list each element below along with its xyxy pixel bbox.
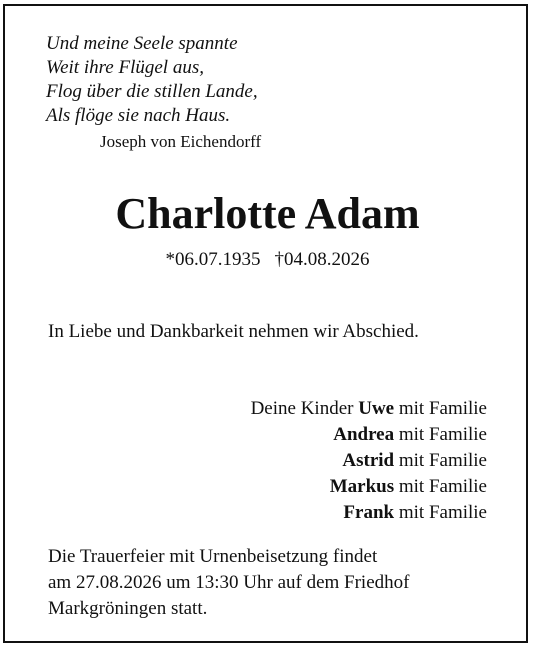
funeral-line: Die Trauerfeier mit Urnenbeisetzung findet [48, 546, 378, 567]
family-suffix: mit Familie [398, 398, 487, 419]
family-line [251, 448, 487, 474]
poem-line: Weit ihre Flügel aus, [46, 57, 204, 78]
poem-line: Und meine Seele spannte [46, 33, 238, 54]
child-name: Frank [343, 502, 395, 523]
family-suffix: mit Familie [398, 450, 487, 471]
child-name: Uwe [358, 398, 395, 419]
family-line [251, 396, 487, 422]
child-name: Astrid [342, 450, 395, 471]
family-prefix: Deine Kinder [250, 398, 354, 419]
poem [46, 32, 258, 128]
poem-author: Joseph von Eichendorff [100, 132, 262, 151]
family-line [251, 474, 487, 500]
child-name: Andrea [333, 424, 395, 445]
poem-line: Flog über die stillen Lande, [46, 81, 258, 102]
birth-date: *06.07.1935 [165, 249, 261, 270]
farewell-text: In Liebe und Dankbarkeit nehmen wir Abschied. [48, 321, 419, 342]
funeral-info [48, 544, 409, 622]
family-line [251, 422, 487, 448]
family-list [251, 396, 487, 526]
family-suffix: mit Familie [398, 476, 487, 497]
family-suffix: mit Familie [398, 502, 487, 523]
deceased-name: Charlotte Adam [115, 189, 420, 238]
funeral-line: Markgröningen statt. [48, 598, 208, 619]
family-line [251, 500, 487, 526]
child-name: Markus [329, 476, 395, 497]
death-date: †04.08.2026 [274, 249, 370, 270]
family-suffix: mit Familie [398, 424, 487, 445]
funeral-line: am 27.08.2026 um 13:30 Uhr auf dem Friedhof [48, 572, 410, 593]
life-dates [0, 249, 535, 271]
poem-line: Als flöge sie nach Haus. [46, 105, 231, 126]
